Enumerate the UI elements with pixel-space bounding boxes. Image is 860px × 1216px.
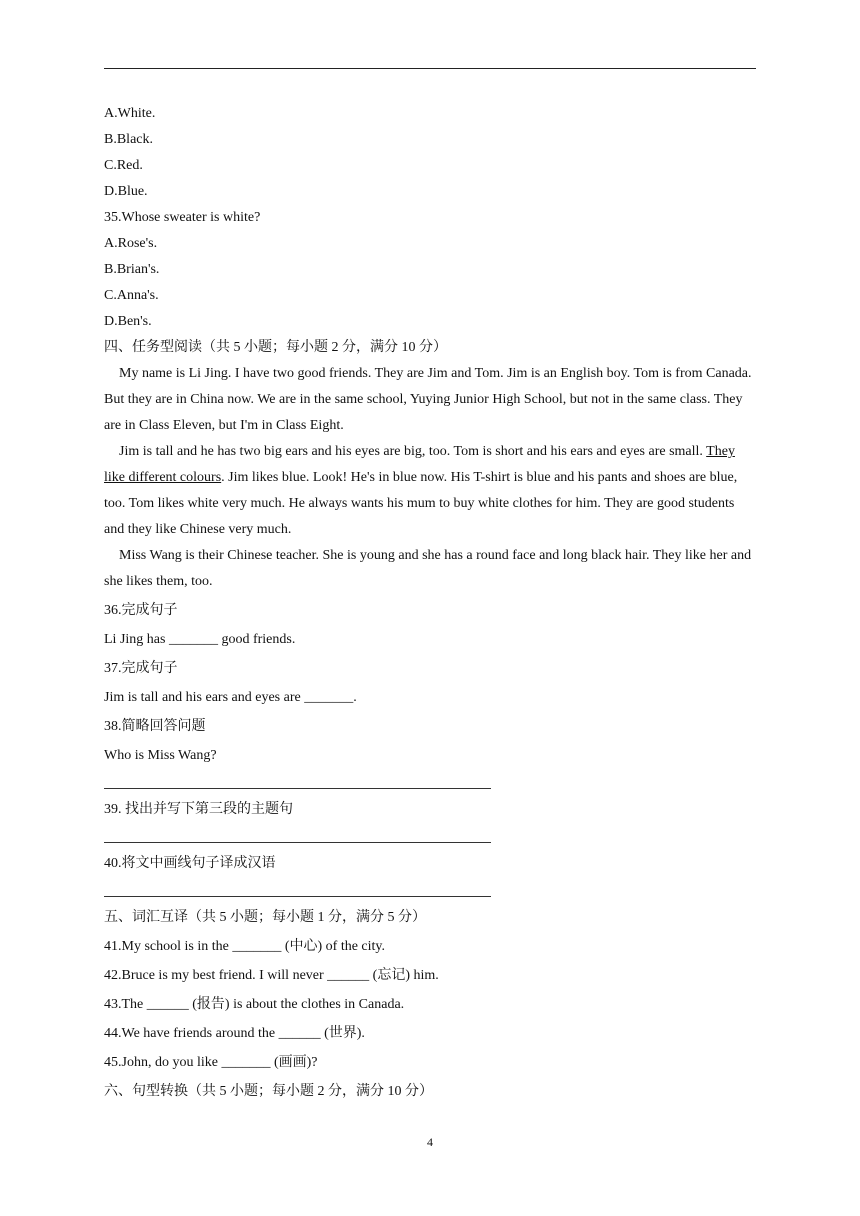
q41-text: 41.My school is in the _______ (中心) of the city.	[104, 939, 386, 954]
q42-text: 42.Bruce is my best friend. I will never ______ (忘记) him.	[104, 968, 439, 983]
q34-option-c: C.Red.	[104, 158, 143, 173]
q34-option-d: D.Blue.	[104, 184, 148, 199]
section6-heading: 六、句型转换（共 5 小题；每小题 2 分，满分 10 分）	[104, 1084, 433, 1099]
page-content	[104, 101, 756, 1105]
q38-text: Who is Miss Wang?	[104, 748, 217, 763]
q43-text: 43.The ______ (报告) is about the clothes in Canada.	[104, 997, 405, 1012]
q38-label: 38.简略回答问题	[104, 719, 206, 734]
q39-answer-line	[104, 842, 491, 843]
q40-answer-line	[104, 896, 491, 897]
q40-label: 40.将文中画线句子译成汉语	[104, 856, 276, 871]
reading-paragraph-1: My name is Li Jing. I have two good friends. They are Jim and Tom. Jim is an English boy. Tom is from Canada. But they are in China now. We are in the same school, Yuying Junior High School, but not in the same class. They are in Class Eleven, but I'm in Class Eight.	[104, 366, 752, 433]
section5-heading: 五、词汇互译（共 5 小题；每小题 1 分，满分 5 分）	[104, 910, 426, 925]
p2-end: . Jim likes blue. Look! He's in blue now. His T-shirt is blue and his pants and shoes are blue, too. Tom likes white very much. He always wants his mum to buy white clothes for him. They are good students and they like Chinese very much.	[104, 470, 738, 537]
q37-text: Jim is tall and his ears and eyes are _______.	[104, 690, 357, 705]
reading-paragraph-3: Miss Wang is their Chinese teacher. She is young and she has a round face and long black hair. They like her and she likes them, too.	[104, 548, 752, 589]
q39-label: 39. 找出并写下第三段的主题句	[104, 802, 293, 817]
q38-answer-line	[104, 788, 491, 789]
section4-heading: 四、任务型阅读（共 5 小题；每小题 2 分，满分 10 分）	[104, 340, 447, 355]
page-number: 4	[427, 1135, 433, 1149]
reading-paragraph-2	[104, 439, 756, 543]
q37-label: 37.完成句子	[104, 661, 178, 676]
q45-text: 45.John, do you like _______ (画画)?	[104, 1055, 318, 1070]
q35-option-c: C.Anna's.	[104, 288, 159, 303]
q34-option-a: A.White.	[104, 106, 156, 121]
q35-option-d: D.Ben's.	[104, 314, 152, 329]
q36-label: 36.完成句子	[104, 603, 178, 618]
p2-start: Jim is tall and he has two big ears and his eyes are big, too. Tom is short and his ears and eyes are small.	[119, 444, 707, 459]
q35-question: 35.Whose sweater is white?	[104, 210, 261, 225]
underlined-sentence: They like different colours	[104, 444, 735, 485]
q35-option-a: A.Rose's.	[104, 236, 158, 251]
q34-option-b: B.Black.	[104, 132, 153, 147]
q35-option-b: B.Brian's.	[104, 262, 160, 277]
header-rule	[104, 68, 756, 69]
q36-text: Li Jing has _______ good friends.	[104, 632, 296, 647]
q44-text: 44.We have friends around the ______ (世界).	[104, 1026, 365, 1041]
